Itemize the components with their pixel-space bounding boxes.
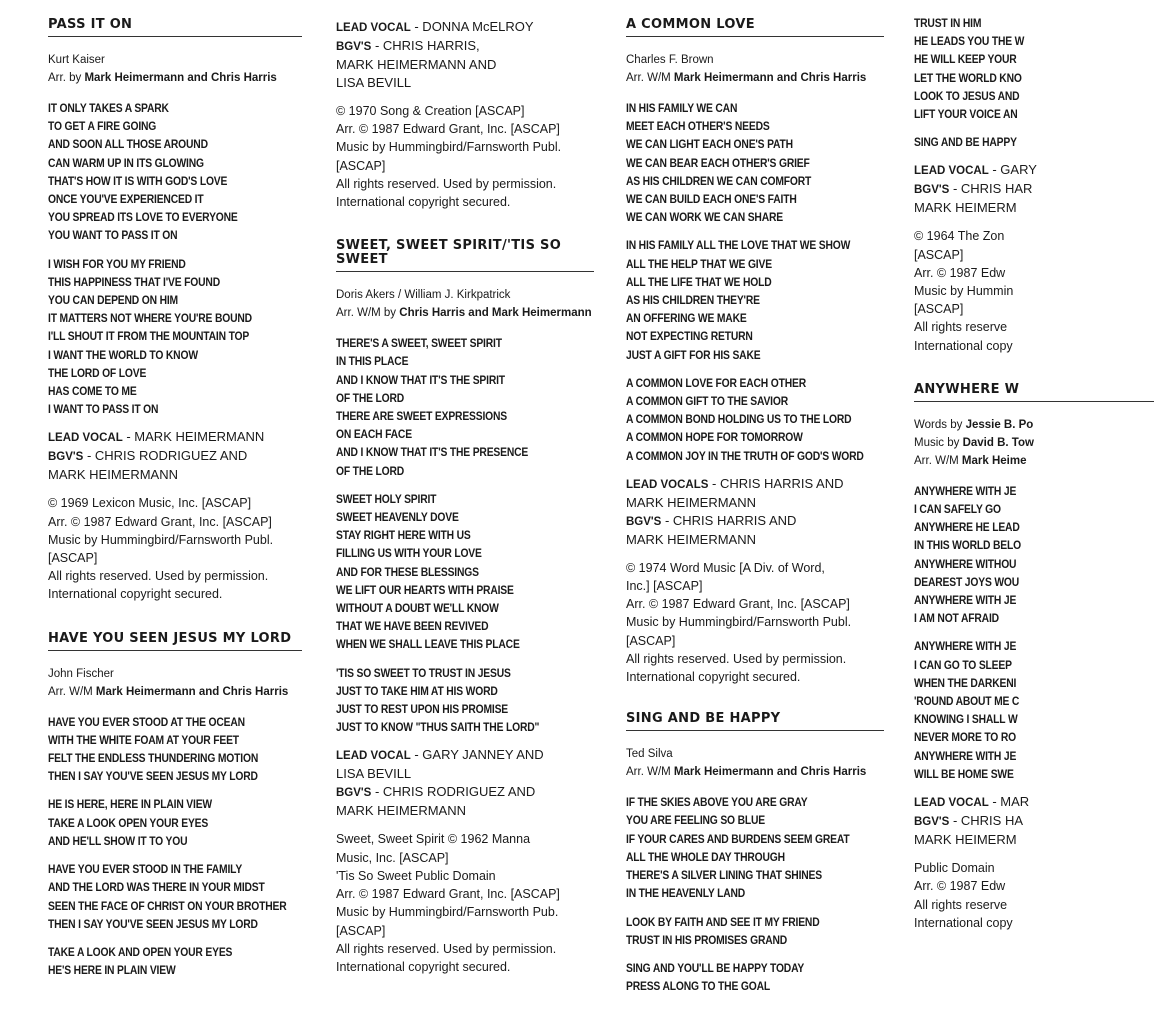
copyright-line: International copyright secured. <box>336 195 511 210</box>
arranger-names: Mark Heimermann and Chris Harris <box>84 72 277 84</box>
lyric-line: LOOK BY FAITH AND SEE IT MY FRIEND <box>626 914 820 929</box>
vocal-role: LEAD VOCAL <box>336 750 411 763</box>
vocal-credit-line <box>914 812 1154 831</box>
lyric-line: NOT EXPECTING RETURN <box>626 329 753 344</box>
stanza <box>336 490 594 654</box>
lyric-line: AND THE LORD WAS THERE IN YOUR MIDST <box>48 880 265 895</box>
vocal-credits <box>336 746 594 820</box>
copyright-line: Music by Hummingbird/Farnsworth Publ. <box>48 532 274 547</box>
lyric-line: WE CAN WORK WE CAN SHARE <box>626 210 783 225</box>
vocal-credits <box>914 793 1154 849</box>
vocal-names: MARK HEIMERM <box>914 200 1017 216</box>
song-a-common-love <box>626 18 884 686</box>
song-title: ANYWHERE W <box>914 383 1154 402</box>
copyright-line: Arr. © 1987 Edward Grant, Inc. [ASCAP] <box>626 597 850 612</box>
vocal-credits <box>336 18 594 92</box>
arranger-prefix: Arr. W/M <box>626 766 671 779</box>
lyric-line: DEAREST JOYS WOU <box>914 574 1020 589</box>
arranger-prefix: Arr. by <box>48 72 82 84</box>
vocal-credit-line <box>48 466 302 484</box>
vocal-credit-line <box>626 475 884 494</box>
vocal-names: - CHRIS HARRIS, <box>371 38 480 53</box>
lyric-line: 'TIS SO SWEET TO TRUST IN JESUS <box>336 665 511 680</box>
vocal-credits <box>626 475 884 549</box>
lyric-line: CAN WARM UP IN ITS GLOWING <box>48 155 204 170</box>
copyright-line: © 1970 Song & Creation [ASCAP] <box>336 104 525 118</box>
vocal-role: LEAD VOCAL <box>48 432 123 445</box>
lyric-line: WE CAN LIGHT EACH ONE'S PATH <box>626 137 793 152</box>
vocal-names: - GARY <box>988 162 1037 178</box>
lyric-line: WITH THE WHITE FOAM AT YOUR FEET <box>48 732 239 747</box>
lyric-line: KNOWING I SHALL W <box>914 712 1018 727</box>
copyright-line: All rights reserved. Used by permission. <box>48 569 269 584</box>
song-title: A COMMON LOVE <box>626 18 884 37</box>
vocal-names: - DONNA McELROY <box>410 19 534 34</box>
column-2 <box>336 18 594 982</box>
copyright-line: Arr. © 1987 Edw <box>914 879 1006 894</box>
copyright-line: Music by Hummingbird/Farnsworth Publ. <box>336 140 562 155</box>
lyric-line: 'ROUND ABOUT ME C <box>914 694 1020 709</box>
lyric-line: OF THE LORD <box>336 390 405 405</box>
spacer <box>336 217 594 239</box>
lyric-line: ON EACH FACE <box>336 427 412 442</box>
lyric-line: AND SOON ALL THOSE AROUND <box>48 137 208 152</box>
vocal-credit-line <box>336 18 594 37</box>
music-credit <box>914 434 1154 452</box>
stanza <box>626 793 884 902</box>
lyric-line: THERE ARE SWEET EXPRESSIONS <box>336 409 508 424</box>
copyright-notice <box>914 227 1154 354</box>
lyric-line: HAVE YOU EVER STOOD AT THE OCEAN <box>48 714 245 729</box>
copyright-line: Arr. © 1987 Edw <box>914 265 1006 280</box>
lyric-line: NEVER MORE TO RO <box>914 730 1016 745</box>
vocal-names: MARK HEIMERMANN <box>626 531 757 547</box>
spacer <box>626 692 884 712</box>
stanza <box>914 482 1154 628</box>
lyric-line: AND FOR THESE BLESSINGS <box>336 564 479 579</box>
vocal-credit-line <box>626 512 884 531</box>
copyright-line: International copy <box>914 915 1013 930</box>
vocal-role: BGV'S <box>626 515 662 528</box>
lyrics <box>48 99 302 418</box>
lyric-line: JUST TO KNOW "THUS SAITH THE LORD" <box>336 720 540 735</box>
lyric-line: AND I KNOW THAT IT'S THE PRESENCE <box>336 445 529 460</box>
lyric-line: ANYWHERE WITH JE <box>914 639 1017 654</box>
lyric-line: JUST TO REST UPON HIS PROMISE <box>336 702 509 717</box>
vocal-names: MARK HEIMERMANN <box>48 467 179 483</box>
vocal-credits <box>48 428 302 484</box>
copyright-line: All rights reserved. Used by permission. <box>626 651 847 666</box>
song-pass-it-on <box>48 18 302 604</box>
lyric-line: IT MATTERS NOT WHERE YOU'RE BOUND <box>48 311 252 326</box>
lyric-line: THEN I SAY YOU'VE SEEN JESUS MY LORD <box>48 769 258 784</box>
vocal-credit-line <box>48 428 302 447</box>
lyrics <box>914 14 1154 151</box>
lyric-line: LOOK TO JESUS AND <box>914 88 1020 103</box>
vocal-credit-line <box>914 831 1154 849</box>
lyric-line: I CAN GO TO SLEEP <box>914 657 1012 672</box>
song-title: PASS IT ON <box>48 18 302 37</box>
arranger-prefix: Arr. W/M by <box>336 307 397 320</box>
copyright-line: All rights reserved. Used by permission. <box>336 176 557 191</box>
stanza <box>626 374 884 465</box>
copyright-line: Arr. © 1987 Edward Grant, Inc. [ASCAP] <box>336 887 560 902</box>
arranger-credit <box>48 69 302 87</box>
lyric-line: AND HE'LL SHOW IT TO YOU <box>48 833 188 848</box>
lyric-line: IN HIS FAMILY WE CAN <box>626 101 738 115</box>
lyric-line: MEET EACH OTHER'S NEEDS <box>626 119 770 134</box>
copyright-line: Music by Hummingbird/Farnsworth Publ. <box>626 615 852 630</box>
copyright-line: Arr. © 1987 Edward Grant, Inc. [ASCAP] <box>48 514 272 529</box>
lyric-line: IF YOUR CARES AND BURDENS SEEM GREAT <box>626 831 850 846</box>
arranger-names: Chris Harris and Mark Heimermann <box>399 307 592 320</box>
lyric-line: AS HIS CHILDREN WE CAN COMFORT <box>626 173 812 188</box>
author-credit: Ted Silva <box>626 748 673 761</box>
lyric-line: WE CAN BUILD EACH ONE'S FAITH <box>626 192 797 207</box>
column-1 <box>48 18 302 989</box>
column-3 <box>626 18 884 1005</box>
arranger-names: Mark Heimermann and Chris Harris <box>673 72 867 84</box>
lyric-line: ANYWHERE HE LEAD <box>914 520 1020 535</box>
spacer <box>914 361 1024 383</box>
song-title-line: SWEET, SWEET SPIRIT/'TIS SO <box>336 238 562 254</box>
copyright-line: International copyright secured. <box>48 587 223 602</box>
vocal-names: MARK HEIMERM <box>914 832 1017 848</box>
song-title-line: SWEET <box>336 252 388 268</box>
lyric-line: WITHOUT A DOUBT WE'LL KNOW <box>336 601 499 616</box>
vocal-role: LEAD VOCALS <box>626 478 709 491</box>
vocal-names: LISA BEVILL <box>336 766 412 782</box>
lyrics <box>626 99 884 465</box>
lyric-line: WHEN WE SHALL LEAVE THIS PLACE <box>336 637 520 652</box>
lyric-line: YOU SPREAD ITS LOVE TO EVERYONE <box>48 210 238 225</box>
lyric-line: THAT'S HOW IT IS WITH GOD'S LOVE <box>48 173 228 188</box>
arranger-credit <box>626 69 884 87</box>
lyric-line: A COMMON LOVE FOR EACH OTHER <box>626 375 806 390</box>
lyric-line: TAKE A LOOK AND OPEN YOUR EYES <box>48 944 233 959</box>
copyright-notice <box>48 494 302 603</box>
vocal-credit-line <box>336 802 594 820</box>
stanza <box>48 943 302 979</box>
stanza <box>336 664 594 737</box>
vocal-credit-line <box>914 161 1154 180</box>
arranger-credit <box>336 304 594 322</box>
copyright-line: [ASCAP] <box>626 633 676 648</box>
copyright-line: Music by Hummingbird/Farnsworth Pub. <box>336 905 559 920</box>
lyric-line: LET THE WORLD KNO <box>914 70 1022 85</box>
lyric-line: HAS COME TO ME <box>48 384 137 399</box>
lyric-line: ALL THE HELP THAT WE GIVE <box>626 256 772 271</box>
lyric-line: JUST A GIFT FOR HIS SAKE <box>626 347 761 362</box>
lyric-line: A COMMON JOY IN THE TRUTH OF GOD'S WORD <box>626 448 864 463</box>
vocal-names: - CHRIS HARRIS AND <box>708 475 844 491</box>
lyric-line: I WANT TO PASS IT ON <box>48 402 159 417</box>
lyric-line: YOU ARE FEELING SO BLUE <box>626 813 766 828</box>
stanza <box>626 99 884 226</box>
copyright-notice <box>336 830 594 976</box>
copyright-line: © 1964 The Zon <box>914 229 1005 244</box>
lyric-line: HE WILL KEEP YOUR <box>914 52 1017 67</box>
stanza <box>48 713 302 786</box>
vocal-names: MARK HEIMERMANN <box>336 803 467 819</box>
vocal-credit-line <box>336 783 594 802</box>
vocal-credits <box>914 161 1154 217</box>
lyric-line: AND I KNOW THAT IT'S THE SPIRIT <box>336 372 505 387</box>
copyright-line: Music by Hummin <box>914 284 1014 299</box>
vocal-role: LEAD VOCAL <box>914 797 989 810</box>
lyric-line: I CAN SAFELY GO <box>914 502 1001 517</box>
stanza <box>336 334 594 480</box>
credit-names: David B. Tow <box>962 436 1034 449</box>
vocal-credit-line <box>336 74 594 92</box>
lyric-line: AN OFFERING WE MAKE <box>626 311 747 326</box>
copyright-line: Music, Inc. [ASCAP] <box>336 850 449 865</box>
lyric-line: THIS HAPPINESS THAT I'VE FOUND <box>48 274 220 289</box>
lyric-line: IN THIS PLACE <box>336 354 409 369</box>
stanza <box>626 913 884 949</box>
stanza <box>48 99 302 245</box>
continued-sing-and-be-happy <box>914 14 1154 355</box>
copyright-line: [ASCAP] <box>336 923 386 938</box>
vocal-credit-line <box>914 199 1154 217</box>
lyrics <box>336 334 594 736</box>
lyric-line: I'LL SHOUT IT FROM THE MOUNTAIN TOP <box>48 329 250 344</box>
lyric-line: IN THE HEAVENLY LAND <box>626 886 746 901</box>
lyrics <box>914 482 1154 783</box>
lyric-line: OF THE LORD <box>336 463 405 478</box>
stanza <box>48 795 302 850</box>
lyric-line: A COMMON HOPE FOR TOMORROW <box>626 430 803 445</box>
lyric-line: ANYWHERE WITH JE <box>914 593 1017 608</box>
lyric-line: FILLING US WITH YOUR LOVE <box>336 546 482 561</box>
lyric-line: SING AND BE HAPPY <box>914 135 1017 150</box>
author-credit: Charles F. Brown <box>626 54 714 66</box>
vocal-role: LEAD VOCAL <box>914 165 989 178</box>
lyric-line: HE IS HERE, HERE IN PLAIN VIEW <box>48 797 213 812</box>
lyric-line: IT ONLY TAKES A SPARK <box>48 101 169 115</box>
vocal-names: - CHRIS HAR <box>949 181 1033 197</box>
lyric-line: SEEN THE FACE OF CHRIST ON YOUR BROTHER <box>48 898 287 913</box>
credit-names: Jessie B. Po <box>965 418 1034 431</box>
song-sing-and-be-happy <box>626 712 884 995</box>
vocal-role: BGV'S <box>336 787 372 800</box>
vocal-names: MARK HEIMERMANN <box>626 494 757 510</box>
credit-prefix: Words by <box>914 418 963 431</box>
lyric-line: HE'S HERE IN PLAIN VIEW <box>48 963 176 978</box>
vocal-credit-line <box>336 56 594 74</box>
vocal-credit-line <box>48 447 302 466</box>
lyric-line: THAT WE HAVE BEEN REVIVED <box>336 619 489 634</box>
vocal-names: - CHRIS RODRIGUEZ AND <box>83 448 248 464</box>
lyric-line: SWEET HEAVENLY DOVE <box>336 510 459 525</box>
continued-credits <box>336 18 594 211</box>
arranger-prefix: Arr. W/M <box>48 685 93 698</box>
lyric-line: SING AND YOU'LL BE HAPPY TODAY <box>626 960 805 975</box>
lyric-line: YOU WANT TO PASS IT ON <box>48 228 178 243</box>
vocal-names: MARK HEIMERMANN AND <box>336 57 497 72</box>
lyric-line: WHEN THE DARKENI <box>914 675 1017 690</box>
lyric-line: THERE'S A SILVER LINING THAT SHINES <box>626 868 822 883</box>
copyright-notice <box>626 559 884 686</box>
vocal-role: BGV'S <box>914 184 950 197</box>
arranger-prefix: Arr. W/M <box>914 454 959 467</box>
lyric-line: IN HIS FAMILY ALL THE LOVE THAT WE SHOW <box>626 238 851 253</box>
copyright-notice <box>914 859 1154 932</box>
stanza <box>626 959 884 995</box>
arranger-names: Mark Heime <box>961 454 1027 467</box>
lyrics <box>48 713 302 980</box>
lyric-line: THEN I SAY YOU'VE SEEN JESUS MY LORD <box>48 916 258 931</box>
copyright-notice <box>336 102 594 211</box>
lyric-line: WILL BE HOME SWE <box>914 766 1014 781</box>
lyric-line: ANYWHERE WITH JE <box>914 483 1017 498</box>
copyright-line: [ASCAP] <box>336 158 386 173</box>
lyric-line: WE CAN BEAR EACH OTHER'S GRIEF <box>626 155 810 170</box>
lyric-line: ANYWHERE WITHOU <box>914 556 1017 571</box>
copyright-line: All rights reserve <box>914 320 1008 335</box>
lyric-line: TRUST IN HIS PROMISES GRAND <box>626 932 788 947</box>
author-credit: John Fischer <box>48 667 114 680</box>
vocal-credit-line <box>626 531 884 549</box>
copyright-line: Inc.] [ASCAP] <box>626 579 703 594</box>
arranger-prefix: Arr. W/M <box>626 72 671 84</box>
vocal-credit-line <box>914 793 1154 812</box>
vocal-role: BGV'S <box>914 816 950 829</box>
song-title <box>336 239 594 272</box>
lyrics <box>626 793 884 995</box>
vocal-names: - CHRIS RODRIGUEZ AND <box>371 784 536 800</box>
lyric-line: I AM NOT AFRAID <box>914 611 999 626</box>
lyric-line: A COMMON BOND HOLDING US TO THE LORD <box>626 412 852 427</box>
arranger-credit <box>48 683 302 701</box>
lyric-line: ONCE YOU'VE EXPERIENCED IT <box>48 192 204 207</box>
song-sweet-sweet-spirit <box>336 239 594 976</box>
lyric-line: THE LORD OF LOVE <box>48 365 147 380</box>
song-have-you-seen-jesus <box>48 632 302 980</box>
arranger-names: Mark Heimermann and Chris Harris <box>95 685 289 698</box>
lyric-line: STAY RIGHT HERE WITH US <box>336 528 471 543</box>
stanza <box>914 637 1154 783</box>
copyright-line: Arr. © 1987 Edward Grant, Inc. [ASCAP] <box>336 122 560 137</box>
lyric-line: TO GET A FIRE GOING <box>48 119 157 134</box>
copyright-line: [ASCAP] <box>48 551 98 566</box>
credit-prefix: Music by <box>914 436 960 449</box>
lyric-line: TRUST IN HIM <box>914 16 982 30</box>
stanza <box>48 255 302 419</box>
lyric-line: JUST TO TAKE HIM AT HIS WORD <box>336 683 498 698</box>
lyric-line: THERE'S A SWEET, SWEET SPIRIT <box>336 336 502 351</box>
song-title: HAVE YOU SEEN JESUS MY LORD <box>48 632 302 651</box>
lyric-line: ANYWHERE WITH JE <box>914 748 1017 763</box>
song-title: SING AND BE HAPPY <box>626 712 884 731</box>
lyric-line: PRESS ALONG TO THE GOAL <box>626 979 770 994</box>
lyric-line: HAVE YOU EVER STOOD IN THE FAMILY <box>48 862 243 877</box>
lyric-line: TAKE A LOOK OPEN YOUR EYES <box>48 815 209 830</box>
stanza <box>914 14 1154 123</box>
author-credit: Doris Akers / William J. Kirkpatrick <box>336 289 511 302</box>
copyright-line: International copyright secured. <box>626 670 801 685</box>
lyric-line: AS HIS CHILDREN THEY'RE <box>626 293 760 308</box>
copyright-line: 'Tis So Sweet Public Domain <box>336 868 496 883</box>
lyric-line: WE LIFT OUR HEARTS WITH PRAISE <box>336 582 514 597</box>
copyright-line: Public Domain <box>914 861 995 876</box>
vocal-role: BGV'S <box>48 451 84 464</box>
copyright-line: International copy <box>914 338 1013 353</box>
lyric-line: ALL THE LIFE THAT WE HOLD <box>626 274 772 289</box>
copyright-line: [ASCAP] <box>914 247 964 262</box>
copyright-line: © 1974 Word Music [A Div. of Word, <box>626 560 825 575</box>
vocal-credit-line <box>336 37 594 56</box>
lyric-line: IF THE SKIES ABOVE YOU ARE GRAY <box>626 795 808 810</box>
stanza <box>48 860 302 933</box>
lyric-line: I WISH FOR YOU MY FRIEND <box>48 256 186 271</box>
lyric-line: YOU CAN DEPEND ON HIM <box>48 293 178 308</box>
copyright-line: Sweet, Sweet Spirit © 1962 Manna <box>336 832 531 847</box>
author-credit: Kurt Kaiser <box>48 54 105 66</box>
copyright-line: International copyright secured. <box>336 959 511 974</box>
lyric-line: HE LEADS YOU THE W <box>914 34 1025 49</box>
song-anywhere-with-jesus <box>914 383 1154 932</box>
arranger-names: Mark Heimermann and Chris Harris <box>673 766 867 779</box>
vocal-names: - MAR <box>988 794 1030 810</box>
vocal-names: LISA BEVILL <box>336 75 412 90</box>
lyric-line: FELT THE ENDLESS THUNDERING MOTION <box>48 751 259 766</box>
vocal-credit-line <box>914 180 1154 199</box>
stanza <box>626 236 884 363</box>
words-credit <box>914 416 1154 434</box>
lyric-line: SWEET HOLY SPIRIT <box>336 491 437 506</box>
lyric-line: A COMMON GIFT TO THE SAVIOR <box>626 394 789 409</box>
vocal-names: - CHRIS HA <box>949 813 1023 829</box>
lyric-line: IN THIS WORLD BELO <box>914 538 1021 553</box>
arranger-credit <box>626 763 884 781</box>
lyric-line: LIFT YOUR VOICE AN <box>914 107 1018 122</box>
stanza <box>914 133 1154 151</box>
vocal-names: - GARY JANNEY AND <box>410 747 544 763</box>
arranger-credit <box>914 452 1154 470</box>
vocal-names: - CHRIS HARRIS AND <box>661 512 797 528</box>
vocal-credit-line <box>626 494 884 512</box>
copyright-line: All rights reserve <box>914 897 1008 912</box>
column-4 <box>914 14 1037 938</box>
vocal-credit-line <box>336 746 594 765</box>
vocal-credit-line <box>336 765 594 783</box>
spacer <box>48 610 302 632</box>
lyric-line: I WANT THE WORLD TO KNOW <box>48 347 198 362</box>
lyric-line: ALL THE WHOLE DAY THROUGH <box>626 849 785 864</box>
copyright-line: All rights reserved. Used by permission. <box>336 941 557 956</box>
copyright-line: [ASCAP] <box>914 302 964 317</box>
copyright-line: © 1969 Lexicon Music, Inc. [ASCAP] <box>48 496 252 511</box>
vocal-role: BGV'S <box>336 41 372 53</box>
vocal-names: - MARK HEIMERMANN <box>122 429 265 445</box>
vocal-role: LEAD VOCAL <box>336 22 411 34</box>
